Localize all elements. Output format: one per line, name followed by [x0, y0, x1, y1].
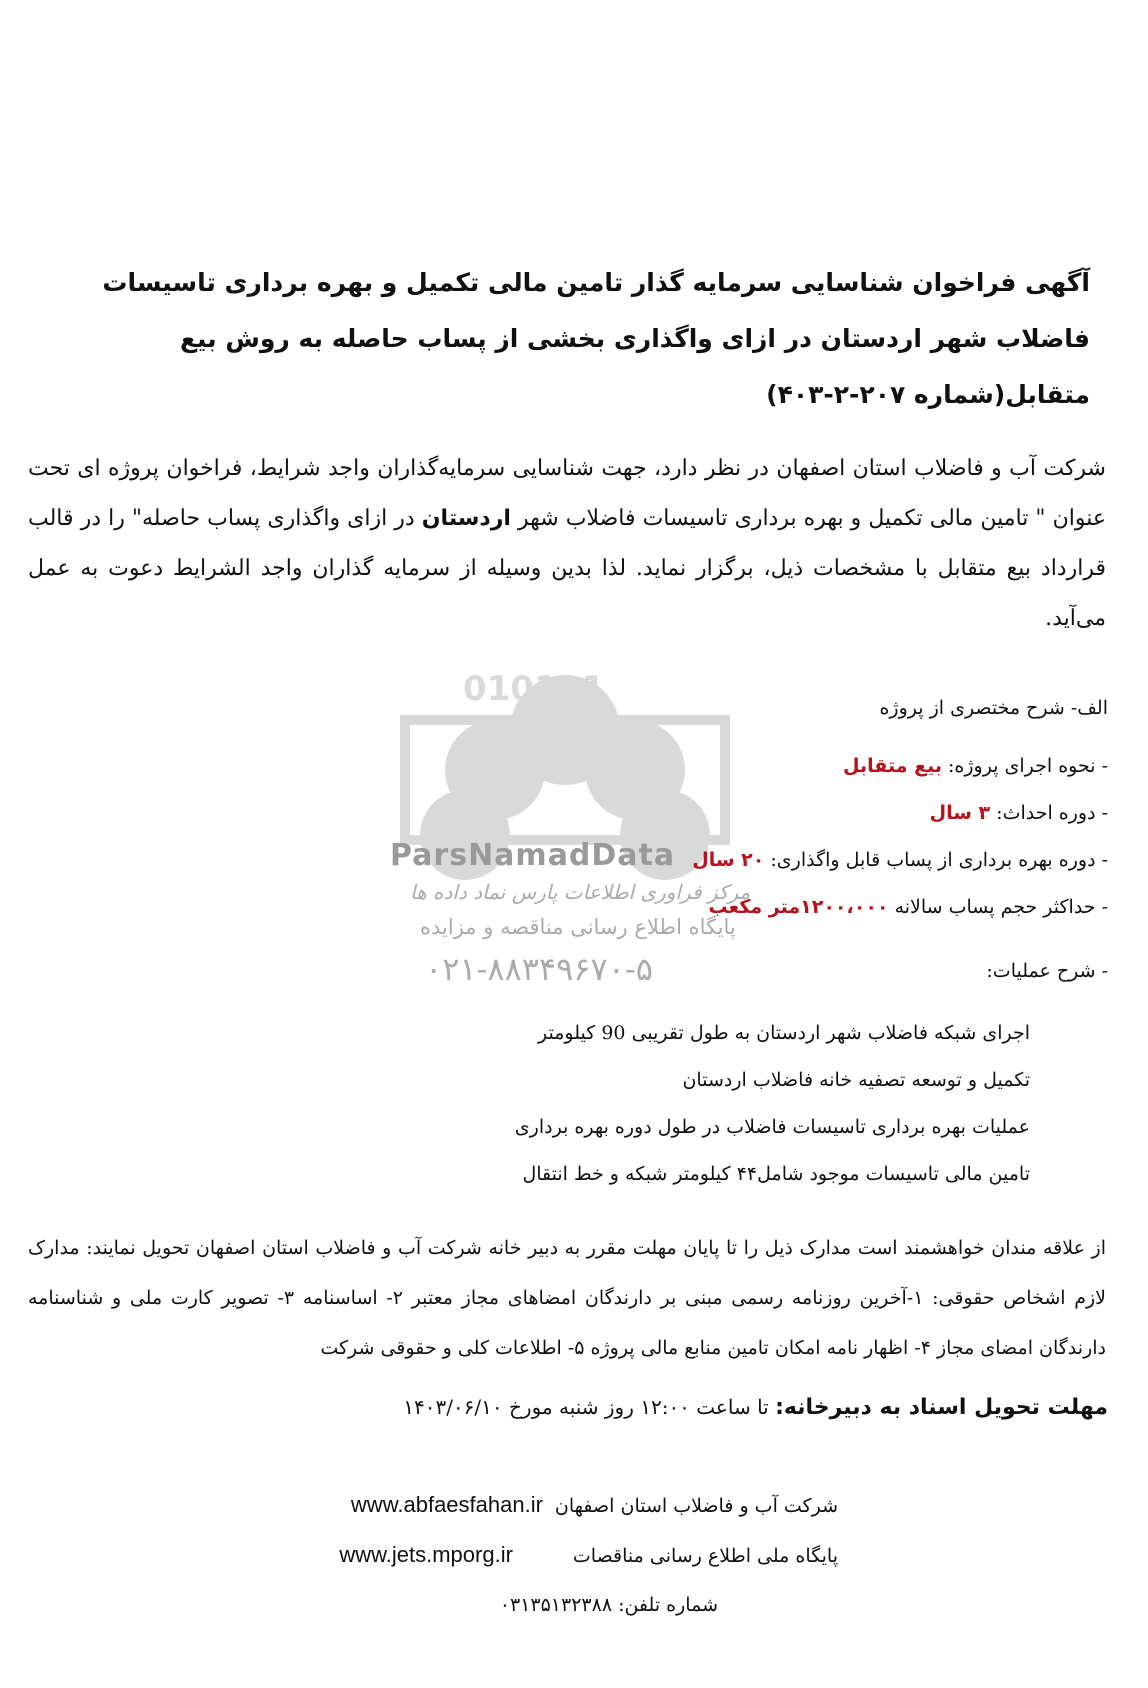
footer-line: [339, 1580, 718, 1630]
website-link[interactable]: www.abfaesfahan.ir: [350, 1492, 543, 1517]
footer-line: [339, 1530, 838, 1580]
parsnamad-watermark-logo: [385, 660, 745, 990]
section-a-heading: الف- شرح مختصری از پروژه: [879, 697, 1108, 719]
item-label: - نحوه اجرای پروژه:: [941, 755, 1108, 777]
operations-list: [515, 1010, 1030, 1198]
intro-paragraph: [28, 444, 1106, 644]
item-value: ۳ سال: [929, 802, 991, 824]
project-item: [692, 884, 1108, 931]
operation-line: تامین مالی تاسیسات موجود شامل۴۴ کیلومتر شبکه و خط انتقال: [522, 1163, 1030, 1185]
contact-footer: [339, 1480, 838, 1630]
operation-line: اجرای شبکه فاضلاب شهر اردستان به طول تقریبی 90 کیلومتر: [538, 1022, 1030, 1044]
watermark-phone: ۰۲۱-۸۸۳۴۹۶۷۰-۵: [425, 950, 653, 988]
watermark-brand: ParsNamadData: [390, 838, 676, 873]
intro-part-1: شرکت آب و فاضلاب استان اصفهان در نظر دارد، جهت شناسایی سرمایه‌گذاران واجد شرایط، فراخوان پروژه ای تحت عنوان " تامین مالی تکمیل و بهره برداری تاسیسات فاضلاب شهر: [28, 456, 1106, 531]
project-item: [692, 743, 1108, 790]
intro-part-2: در ازای واگذاری پساب حاصله" را در قالب قرارداد بیع متقابل با مشخصات ذیل، برگزار نماید. لذا بدین وسیله از سرمایه گذاران واجد الشرایط دعوت به عمل می‌آید.: [28, 506, 1106, 631]
required-documents: از علاقه مندان خواهشمند است مدارک ذیل را تا پایان مهلت مقرر به دبیر خانه شرکت آب و فاضلاب استان اصفهان تحویل نمایند: مدارک لازم اشخاص حقوقی: ۱-آخرین روزنامه رسمی مبنی بر دارندگان امضاهای مجاز معتبر ۲- اساسنامه ۳- تصویر کارت ملی و شناسنامه دارندگان امضای مجاز ۴- اظهار نامه امکان تامین منابع مالی پروژه ۵- اطلاعات کلی و حقوقی شرکت: [28, 1237, 1107, 1359]
project-item: [692, 790, 1108, 837]
item-label: - دوره بهره برداری از پساب قابل واگذاری:: [764, 849, 1108, 871]
watermark-digits: 010101: [463, 669, 605, 709]
operations-heading: - شرح عملیات:: [986, 960, 1108, 982]
deadline: [403, 1395, 1108, 1420]
item-label: - دوره احداث:: [990, 802, 1108, 824]
item-value: ۲۰ سال: [692, 849, 765, 871]
item-value: ۱۲۰۰،۰۰۰متر مکعب: [708, 896, 889, 918]
footer-label: پایگاه ملی اطلاع رسانی مناقصات: [572, 1545, 838, 1567]
deadline-text: تا ساعت ۱۲:۰۰ روز شنبه مورخ ۱۴۰۳/۰۶/۱۰: [403, 1395, 776, 1419]
deadline-label: مهلت تحویل اسناد به دبیرخانه:: [775, 1395, 1108, 1420]
phone-number: شماره تلفن: ۰۳۱۳۵۱۳۲۳۸۸: [499, 1594, 718, 1616]
intro-city: اردستان: [421, 506, 511, 531]
footer-label: شرکت آب و فاضلاب استان اصفهان: [554, 1495, 838, 1517]
watermark-line-1: مرکز فراوری اطلاعات پارس نماد داده ها: [410, 880, 751, 904]
operation-line: تکمیل و توسعه تصفیه خانه فاضلاب اردستان: [682, 1069, 1030, 1091]
item-value: بیع متقابل: [843, 755, 942, 777]
project-item: [692, 837, 1108, 884]
footer-line: [339, 1480, 838, 1530]
operation-line: عملیات بهره برداری تاسیسات فاضلاب در طول دوره بهره برداری: [514, 1116, 1030, 1138]
notice-title: آگهی فراخوان شناسایی سرمایه گذار تامین مالی تکمیل و بهره برداری تاسیسات فاضلاب شهر اردستان در ازای واگذاری بخشی از پساب حاصله به روش بیع متقابل(شماره ۲۰۷-۲-۴۰۳): [102, 268, 1090, 409]
item-label: - حداکثر حجم پساب سالانه: [888, 896, 1108, 918]
watermark-line-2: پایگاه اطلاع رسانی مناقصه و مزایده: [420, 915, 736, 939]
website-link[interactable]: www.jets.mporg.ir: [339, 1542, 513, 1567]
project-items: [692, 743, 1108, 931]
